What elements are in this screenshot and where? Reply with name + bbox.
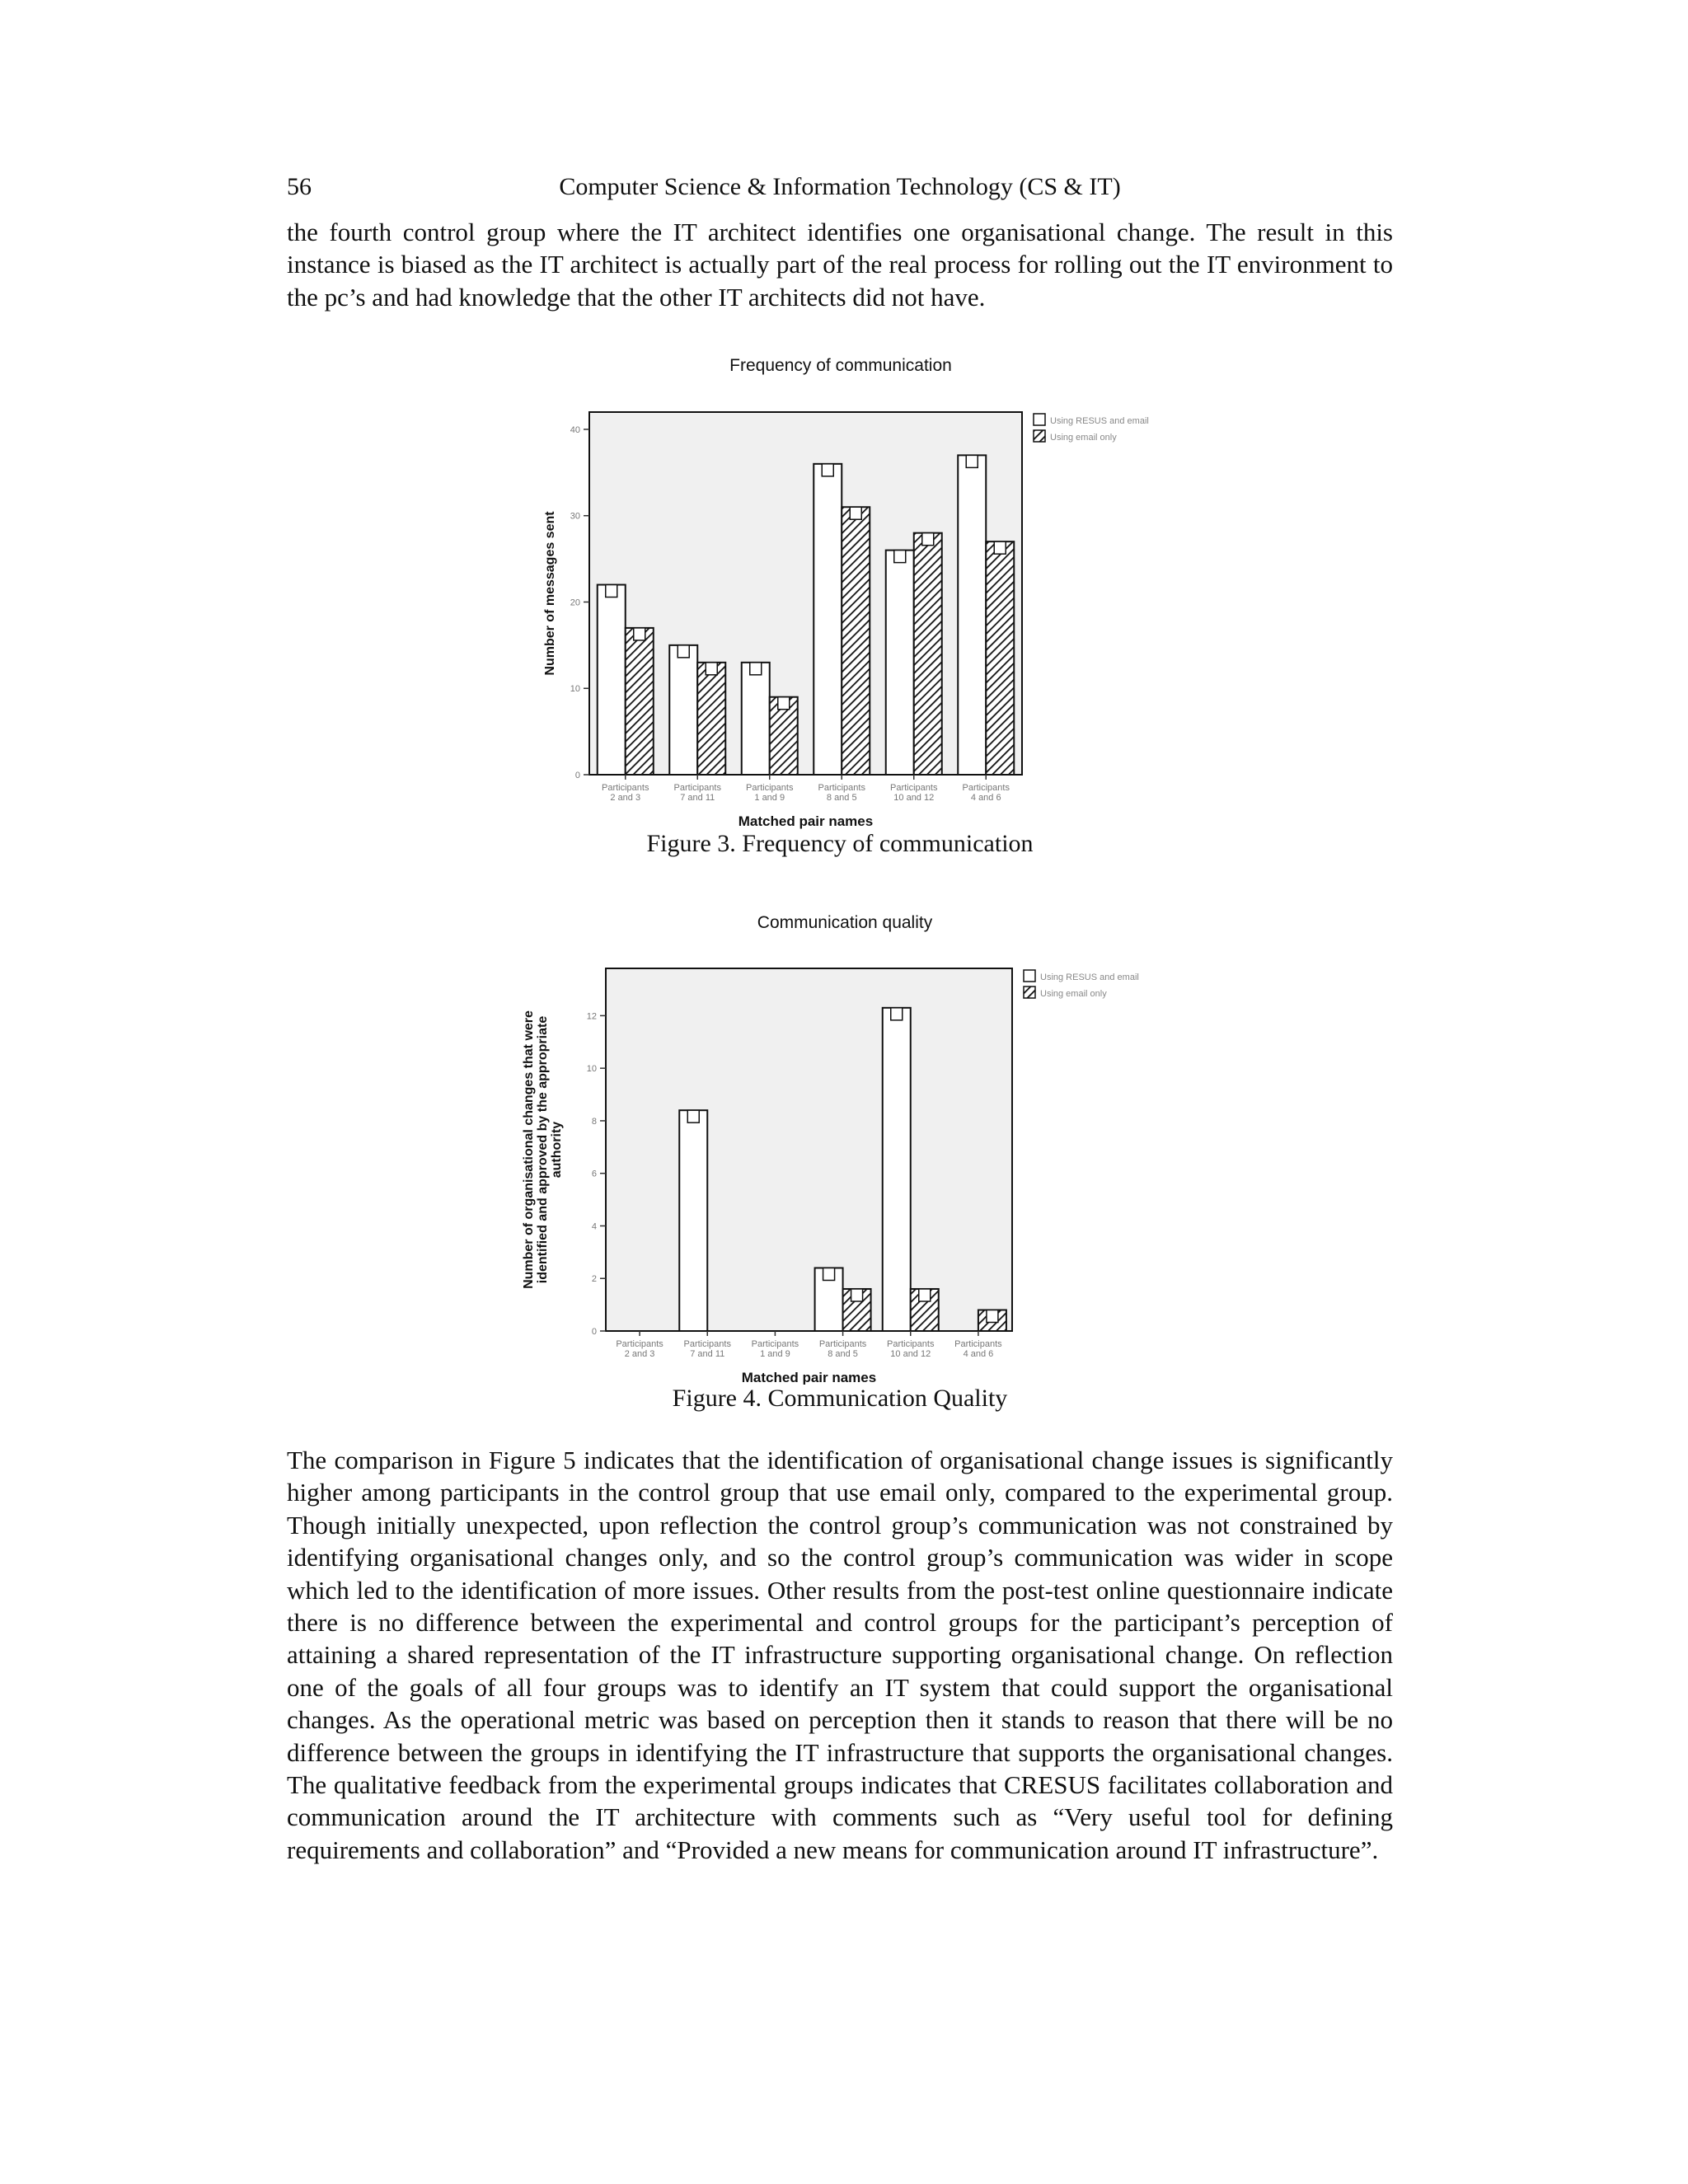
x-tick-label: Participants 10 and 12: [890, 783, 938, 803]
legend-swatch: [1024, 987, 1035, 998]
figure-3-caption: Figure 3. Frequency of communication: [646, 830, 1034, 857]
x-tick-label: Participants 1 and 9: [746, 783, 794, 803]
figure-3-frequency-of-communication: [0, 346, 1688, 832]
y-tick-label: 40: [570, 424, 580, 435]
bar: [842, 507, 870, 775]
bar: [883, 1008, 911, 1331]
y-axis-label: Number of organisational changes that wereidentified and approved by the appropriateauthority: [522, 1010, 564, 1289]
bar: [814, 464, 842, 775]
bar-marker: [851, 1289, 863, 1301]
y-tick-label: 12: [586, 1011, 597, 1022]
bar-marker: [994, 541, 1006, 554]
x-tick-label: Participants 8 and 5: [818, 1339, 867, 1359]
y-tick-label: 2: [591, 1274, 597, 1285]
chart-title: Communication quality: [757, 913, 933, 932]
bar: [742, 663, 770, 775]
x-tick-label: Participants 7 and 11: [683, 1339, 731, 1359]
chart-title: Frequency of communication: [729, 356, 952, 375]
x-axis-label: Matched pair names: [741, 1370, 877, 1385]
y-tick-label: 20: [570, 598, 580, 608]
x-tick-label: Participants 4 and 6: [962, 783, 1010, 803]
bar-marker: [891, 1008, 903, 1020]
y-tick-label: 8: [591, 1116, 597, 1127]
x-tick-label: Participants 10 and 12: [887, 1339, 935, 1359]
bar-marker: [850, 507, 861, 519]
figure-4-communication-quality: [0, 898, 1688, 1385]
figure-4-caption: Figure 4. Communication Quality: [672, 1385, 1008, 1412]
bar-marker: [823, 1268, 835, 1280]
bar-marker: [987, 1310, 998, 1322]
bar: [697, 663, 725, 775]
chart-communication-quality: [0, 898, 1688, 1385]
bar-marker: [750, 663, 762, 675]
bar-marker: [894, 551, 906, 563]
x-tick-label: Participants 4 and 6: [954, 1339, 1002, 1359]
y-tick-label: 6: [591, 1169, 597, 1179]
x-tick-label: Participants 2 and 3: [616, 1339, 663, 1359]
bar-marker: [678, 645, 689, 658]
x-tick-label: Participants 7 and 11: [673, 783, 721, 803]
bar: [626, 628, 654, 775]
bar-marker: [687, 1110, 699, 1122]
bar: [958, 455, 986, 775]
y-tick-label: 10: [586, 1064, 597, 1075]
legend-swatch: [1034, 430, 1045, 442]
body-paragraph-bottom: The comparison in Figure 5 indicates that the identification of organisational change issues is significantly higher among participants in the control group that use email only, compared to the experimental group. Though initially unexpected, upon reflection the control group’s communication was not constrained by identifying organisational changes only, and so the control group’s communication was wider in scope which led to the identification of more issues. Other results from the post-test online questionnaire indicate there is no difference between the experimental and control groups for the participant’s perception of attaining a shared representation of the IT infrastructure supporting organisational change. On reflection one of the goals of all four groups was to identify an IT system that could support the organisational changes. As the operational metric was based on perception then it stands to reason that there will be no difference between the groups in identifying the IT infrastructure that supports the organisational changes. The qualitative feedback from the experimental groups indicates that CRESUS facilitates collaboration and communication around the IT architecture with comments such as “Very useful tool for defining requirements and collaboration” and “Provided a new means for communication around IT infrastructure”.: [287, 1446, 1393, 1864]
plot-area: [606, 968, 1012, 1331]
bar-marker: [778, 697, 790, 710]
bar: [914, 533, 942, 775]
bar: [598, 585, 626, 775]
legend-swatch: [1024, 970, 1035, 982]
bar: [669, 645, 697, 775]
legend-label: Using email only: [1050, 433, 1117, 443]
page-number: 56: [287, 173, 312, 200]
bar-marker: [634, 628, 645, 640]
bar: [886, 551, 914, 775]
y-tick-label: 0: [591, 1327, 597, 1337]
bar-marker: [966, 455, 978, 467]
x-axis-label: Matched pair names: [738, 813, 874, 829]
legend-swatch: [1034, 414, 1045, 425]
bar-marker: [606, 585, 617, 598]
legend-label: Using RESUS and email: [1050, 416, 1149, 426]
legend-label: Using email only: [1040, 989, 1107, 999]
journal-title: Computer Science & Information Technology (CS & IT): [559, 173, 1121, 200]
y-tick-label: 10: [570, 684, 580, 695]
bar-marker: [822, 464, 833, 476]
bar-marker: [922, 533, 934, 546]
y-tick-label: 30: [570, 511, 580, 522]
y-tick-label: 4: [591, 1221, 597, 1232]
bar: [679, 1110, 707, 1331]
x-tick-label: Participants 2 and 3: [602, 783, 649, 803]
running-header: [287, 173, 1393, 206]
x-tick-label: Participants 8 and 5: [818, 783, 865, 803]
legend-label: Using RESUS and email: [1040, 972, 1139, 982]
body-paragraph-top: the fourth control group where the IT architect identifies one organisational change. The result in this instance is biased as the IT architect is actually part of the real process for rolling out the IT environment to the pc’s and had knowledge that the other IT architects did not have.: [287, 218, 1393, 312]
bar-marker: [706, 663, 717, 675]
y-tick-label: 0: [574, 771, 580, 780]
chart-frequency-of-communication: [0, 346, 1688, 832]
y-axis-label: Number of messages sent: [543, 511, 557, 676]
bar: [986, 541, 1014, 775]
bar-marker: [919, 1289, 931, 1301]
x-tick-label: Participants 1 and 9: [751, 1339, 799, 1359]
